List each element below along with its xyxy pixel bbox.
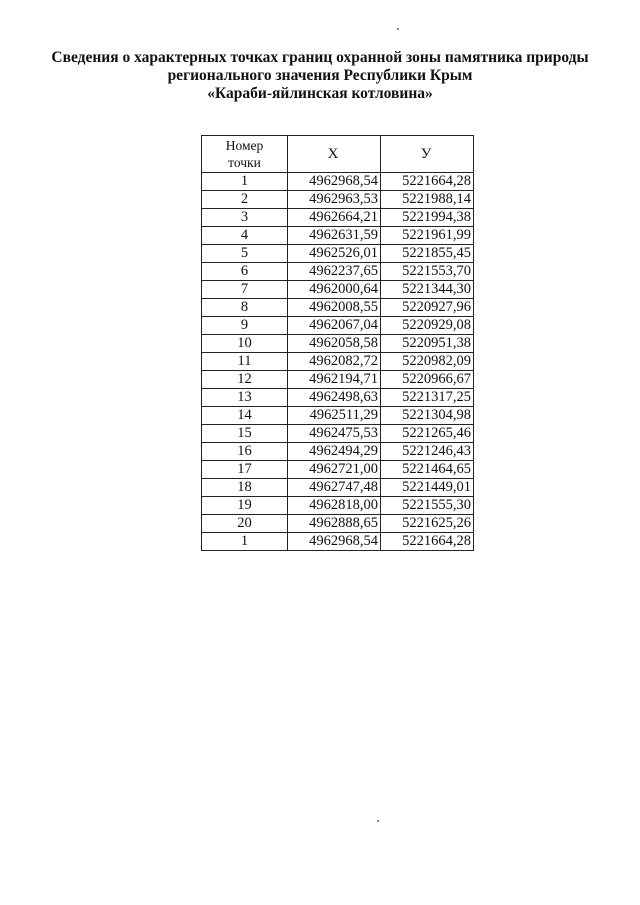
point-number-cell: 17	[202, 461, 288, 479]
y-coordinate-cell: 5221464,65	[381, 461, 474, 479]
x-coordinate-cell: 4962963,53	[288, 191, 381, 209]
table-row	[202, 371, 474, 389]
table-row	[202, 515, 474, 533]
point-number-cell: 12	[202, 371, 288, 389]
x-coordinate-cell: 4962968,54	[288, 533, 381, 551]
table-row	[202, 479, 474, 497]
table-row	[202, 227, 474, 245]
y-coordinate-cell: 5221664,28	[381, 173, 474, 191]
x-coordinate-cell: 4962818,00	[288, 497, 381, 515]
y-coordinate-cell: 5220966,67	[381, 371, 474, 389]
title-line-1: Сведения о характерных точках границ охранной зоны памятника природы	[51, 49, 589, 66]
x-coordinate-cell: 4962237,65	[288, 263, 381, 281]
point-number-cell: 2	[202, 191, 288, 209]
header-point-number-line-2: точки	[228, 155, 261, 170]
x-coordinate-cell: 4962000,64	[288, 281, 381, 299]
x-coordinate-cell: 4962888,65	[288, 515, 381, 533]
x-coordinate-cell: 4962526,01	[288, 245, 381, 263]
table-row	[202, 299, 474, 317]
table-row	[202, 245, 474, 263]
point-number-cell: 6	[202, 263, 288, 281]
y-coordinate-cell: 5221664,28	[381, 533, 474, 551]
table-row	[202, 497, 474, 515]
x-coordinate-cell: 4962721,00	[288, 461, 381, 479]
y-coordinate-cell: 5221625,26	[381, 515, 474, 533]
coordinates-table	[201, 135, 474, 551]
header-y: У	[381, 136, 474, 173]
x-coordinate-cell: 4962747,48	[288, 479, 381, 497]
table-row	[202, 281, 474, 299]
title-line-2: регионального значения Республики Крым	[167, 67, 473, 84]
y-coordinate-cell: 5220929,08	[381, 317, 474, 335]
x-coordinate-cell: 4962194,71	[288, 371, 381, 389]
x-coordinate-cell: 4962475,53	[288, 425, 381, 443]
x-coordinate-cell: 4962067,04	[288, 317, 381, 335]
point-number-cell: 18	[202, 479, 288, 497]
table-row	[202, 353, 474, 371]
point-number-cell: 1	[202, 173, 288, 191]
y-coordinate-cell: 5221265,46	[381, 425, 474, 443]
table-row	[202, 209, 474, 227]
table-row	[202, 317, 474, 335]
point-number-cell: 9	[202, 317, 288, 335]
y-coordinate-cell: 5221855,45	[381, 245, 474, 263]
y-coordinate-cell: 5221555,30	[381, 497, 474, 515]
x-coordinate-cell: 4962082,72	[288, 353, 381, 371]
point-number-cell: 16	[202, 443, 288, 461]
x-coordinate-cell: 4962968,54	[288, 173, 381, 191]
y-coordinate-cell: 5221994,38	[381, 209, 474, 227]
x-coordinate-cell: 4962498,63	[288, 389, 381, 407]
table-row	[202, 407, 474, 425]
point-number-cell: 3	[202, 209, 288, 227]
x-coordinate-cell: 4962511,29	[288, 407, 381, 425]
point-number-cell: 14	[202, 407, 288, 425]
point-number-cell: 10	[202, 335, 288, 353]
y-coordinate-cell: 5221344,30	[381, 281, 474, 299]
table-row	[202, 191, 474, 209]
header-point-number	[202, 136, 288, 173]
header-x: X	[288, 136, 381, 173]
table-header-row	[202, 136, 474, 173]
point-number-cell: 20	[202, 515, 288, 533]
scan-speck	[377, 820, 379, 822]
table-row	[202, 425, 474, 443]
table-body	[202, 173, 474, 551]
table-row	[202, 533, 474, 551]
header-point-number-line-1: Номер	[225, 138, 264, 153]
point-number-cell: 13	[202, 389, 288, 407]
table-row	[202, 389, 474, 407]
title-line-3: «Караби-яйлинская котловина»	[207, 85, 433, 102]
x-coordinate-cell: 4962008,55	[288, 299, 381, 317]
point-number-cell: 8	[202, 299, 288, 317]
y-coordinate-cell: 5221317,25	[381, 389, 474, 407]
y-coordinate-cell: 5221449,01	[381, 479, 474, 497]
y-coordinate-cell: 5221553,70	[381, 263, 474, 281]
point-number-cell: 11	[202, 353, 288, 371]
x-coordinate-cell: 4962494,29	[288, 443, 381, 461]
point-number-cell: 19	[202, 497, 288, 515]
table-row	[202, 443, 474, 461]
table-row	[202, 335, 474, 353]
y-coordinate-cell: 5221246,43	[381, 443, 474, 461]
table-row	[202, 461, 474, 479]
point-number-cell: 7	[202, 281, 288, 299]
x-coordinate-cell: 4962631,59	[288, 227, 381, 245]
x-coordinate-cell: 4962058,58	[288, 335, 381, 353]
table-row	[202, 173, 474, 191]
point-number-cell: 5	[202, 245, 288, 263]
table-row	[202, 263, 474, 281]
y-coordinate-cell: 5220951,38	[381, 335, 474, 353]
y-coordinate-cell: 5221961,99	[381, 227, 474, 245]
point-number-cell: 15	[202, 425, 288, 443]
y-coordinate-cell: 5220982,09	[381, 353, 474, 371]
scan-speck	[397, 28, 399, 30]
y-coordinate-cell: 5220927,96	[381, 299, 474, 317]
point-number-cell: 4	[202, 227, 288, 245]
y-coordinate-cell: 5221988,14	[381, 191, 474, 209]
point-number-cell: 1	[202, 533, 288, 551]
y-coordinate-cell: 5221304,98	[381, 407, 474, 425]
x-coordinate-cell: 4962664,21	[288, 209, 381, 227]
document-title	[40, 49, 600, 103]
